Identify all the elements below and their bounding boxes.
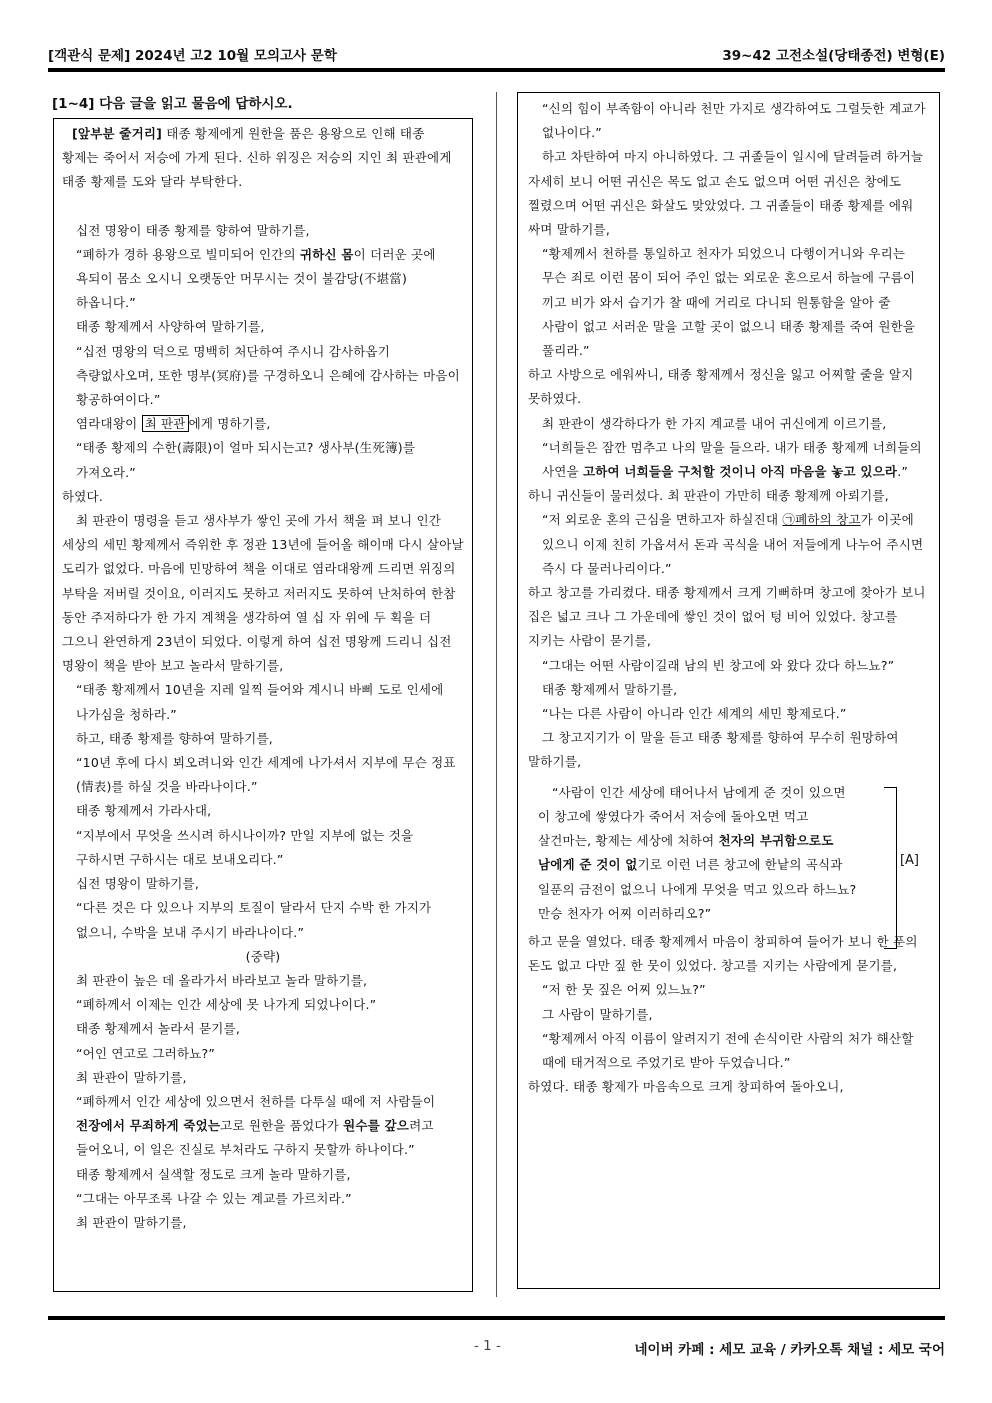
passage-line: 하고, 태종 황제를 향하여 말하기를, <box>76 730 273 746</box>
boxed-phrase: 최 판관 <box>142 415 189 432</box>
underlined-phrase: ㉠폐하의 창고 <box>782 512 861 528</box>
left-passage-box <box>53 118 473 1292</box>
dialogue-line: “지부에서 무엇을 쓰시려 하시나이까? 만일 지부에 없는 것을 구하시면 구하시는 대로 보내오리다.” <box>76 827 414 867</box>
page-footer <box>48 1336 945 1360</box>
passage-line: 십전 명왕이 태종 황제를 향하여 말하기를, <box>76 222 310 238</box>
text-span: “사람이 인간 세상에 태어나서 남에게 준 것이 있으면 이 창고에 쌓였다가 죽어서 저승에 돌아오면 먹고 살건마는, 황제는 세상에 처하여 <box>538 784 846 849</box>
bold-phrase: 천자의 부귀함으로도 남에게 준 것이 없 <box>538 833 834 873</box>
text-span: “폐하가 경하 용왕으로 빌미되어 인간의 <box>76 246 300 262</box>
dialogue-line <box>62 1090 464 1163</box>
passage-paragraph: 하고 사방으로 에워싸니, 태종 황제께서 정신을 잃고 어찌할 줄을 알지 못하였다. <box>528 367 914 407</box>
dialogue-line <box>528 508 929 581</box>
bracket-a-passage <box>528 781 929 926</box>
omission-marker: (중략) <box>245 948 281 964</box>
passage-paragraph: 하였다. 태종 황제가 마음속으로 크게 창피하여 돌아오니, <box>528 1079 844 1095</box>
dialogue-line: “그대는 어떤 사람이길래 남의 빈 창고에 와 왔다 갔다 하느뇨?” <box>542 657 895 673</box>
passage-line: 최 판관이 말하기를, <box>76 1069 187 1085</box>
dialogue-line: “저 한 뭇 짚은 어찌 있느뇨?” <box>542 982 706 998</box>
passage-line: 그 사람이 말하기를, <box>542 1006 653 1022</box>
right-passage-box <box>517 92 940 1289</box>
bracket-a-text <box>528 781 857 926</box>
section-title: 39~42 고전소설(당태종전) 변형(E) <box>722 48 945 64</box>
bracket-a-label: [A] <box>899 852 919 868</box>
passage-line: 하였다. <box>62 488 103 504</box>
dialogue-line: “다른 것은 다 있으나 지부의 토질이 달라서 단지 수박 한 가지가 없으니, 수박을 보내 주시기 바라나이다.” <box>76 900 432 940</box>
passage-line: 태종 황제께서 말하기를, <box>542 681 678 697</box>
bold-phrase: 고하여 너희들을 구처할 것이니 아직 마음을 놓고 있으라 <box>583 464 898 480</box>
passage-line: 태종 황제께서 가라사대, <box>76 803 212 819</box>
page-header <box>48 42 945 66</box>
dialogue-line: “어인 연고로 그러하뇨?” <box>76 1045 216 1061</box>
passage-paragraph: 하고 차탄하여 마지 아니하였다. 그 귀졸들이 일시에 달려들려 하거늘 자세히 보니 어떤 귀신은 목도 없고 손도 없으며 어떤 귀신은 창에도 찔렸으며 어떤 귀신은 화살도 맞았었다. 그 귀졸들이 태종 황제를 에워 싸며 말하기를, <box>528 149 924 238</box>
passage-line: 최 판관이 말하기를, <box>76 1214 187 1230</box>
page-number: - 1 - <box>474 1338 501 1354</box>
text-span: 려고 들어오니, 이 일은 진실로 부처라도 구하지 못할까 하나이다.” <box>76 1118 434 1158</box>
spacer <box>62 195 464 219</box>
passage-line: 최 판관이 생각하다가 한 가지 계교를 내어 귀신에게 이르기를, <box>542 415 887 431</box>
text-span: 이 더러운 곳에 욕되이 몸소 오시니 오랫동안 머무시는 것이 불감당(不堪當)하옵니다.” <box>76 246 436 311</box>
dialogue-line: “십전 명왕의 덕으로 명백히 처단하여 주시니 감사하옵기 측량없사오며, 또한 명부(冥府)를 구경하오니 은혜에 감사하는 마음이 황공하여이다.” <box>76 343 460 408</box>
passage-paragraph: 하고 창고를 가리켰다. 태종 황제께서 크게 기뻐하며 창고에 찾아가 보니 집은 넓고 크나 그 가운데에 쌓인 것이 없어 텅 비어 있었다. 창고를 지키는 사람이 묻기를, <box>528 585 926 649</box>
bold-phrase: 전장에서 무죄하게 죽었는 <box>76 1118 221 1134</box>
passage-line: 태종 황제께서 사양하여 말하기를, <box>76 319 265 335</box>
dialogue-line: “황제께서 아직 이름이 알려지기 전에 손식이란 사람의 처가 해산할 때에 태거적으로 주었기로 받아 두었습니다.” <box>542 1030 914 1070</box>
passage-paragraph: 최 판관이 명령을 듣고 생사부가 쌓인 곳에 가서 책을 펴 보니 인간 세상의 세민 황제께서 즉위한 후 정관 13년에 들어올 해이매 다시 살아날 도리가 없었다. 마음에 민망하여 책을 이대로 염라대왕께 드리면 위징의 부탁을 저버릴 것이요, 이러지도 못하고 저러지도 못하여 난처하여 한참 동안 주저하다가 한 가지 계책을 생각하여 열 십 자 위에 두 획을 더 그으니 완연하게 23년이 되었다. 이렇게 하여 십전 명왕께 드리니 십전 명왕이 책을 받아 보고 놀라서 말하기를, <box>62 513 464 674</box>
passage-line: 태종 황제께서 실색할 정도로 크게 놀라 말하기를, <box>76 1166 351 1182</box>
passage-paragraph: 그 창고지기가 이 말을 듣고 태종 황제를 향하여 무수히 원망하여 말하기를, <box>528 730 899 770</box>
text-span: “너희들은 잠깐 멈추고 나의 말을 들으라. 내가 태종 황제께 너희들의 사연을 <box>542 439 922 480</box>
text-span: 기로 이런 너른 창고에 한낱의 곡식과 일푼의 금전이 없으니 나에게 무엇을 먹고 있으라 하느뇨? 만승 천자가 어찌 이러하리오?” <box>538 857 857 921</box>
summary-label: [앞부분 줄거리] <box>72 126 163 141</box>
column-divider <box>496 92 497 1297</box>
exam-title: [객관식 문제] 2024년 고2 10월 모의고사 문학 <box>48 48 337 64</box>
text-span: 에게 명하기를, <box>188 416 271 432</box>
dialogue-line: “나는 다른 사람이 아니라 인간 세계의 세민 황제로다.” <box>542 706 847 722</box>
dialogue-line: “10년 후에 다시 뵈오려니와 인간 세계에 나가셔서 지부에 무슨 정표(情表)를 하실 것을 바라나이다.” <box>76 755 456 795</box>
text-span: 염라대왕이 <box>76 416 142 432</box>
text-span: 고로 원한을 품었다가 <box>220 1118 344 1134</box>
passage-line: 태종 황제께서 놀라서 묻기를, <box>76 1021 240 1037</box>
summary-text: 태종 황제에게 원한을 품은 용왕으로 인해 태종 황제는 죽어서 저승에 가게 된다. 신하 위징은 저승의 지인 최 판관에게 태종 황제를 도와 달라 부탁한다. <box>62 126 452 190</box>
passage-line: 최 판관이 높은 데 올라가서 바라보고 놀라 말하기를, <box>76 972 368 988</box>
text-span: “폐하께서 인간 세상에 있으면서 천하를 다투실 때에 저 사람들이 <box>76 1093 436 1109</box>
text-span: “저 외로운 혼의 근심을 면하고자 하실진대 <box>542 512 783 528</box>
text-span: 가 이곳에 있으니 이제 친히 가옵셔서 돈과 곡식을 내어 저들에게 나누어 주시면 즉시 다 물러나리이다.” <box>542 512 924 576</box>
dialogue-line: “신의 힘이 부족함이 아니라 천만 가지로 생각하여도 그럴듯한 계교가 없나이다.” <box>542 101 926 141</box>
dialogue-line: “황제께서 천하를 통일하고 천자가 되었으니 다행이거니와 우리는 무슨 죄로 이런 몸이 되어 주인 없는 외로운 혼으로서 하늘에 구름이 끼고 비가 와서 습기가 찰 때에 거리로 다니되 원통함을 알아 줄 사람이 없고 서러운 말을 고할 곳이 없으니 태종 황제를 죽여 원한을 풀리라.” <box>542 246 916 359</box>
question-instruction: [1~4] 다음 글을 읽고 물음에 답하시오. <box>52 96 293 112</box>
bold-phrase: 귀하신 몸 <box>299 246 354 262</box>
dialogue-line <box>528 436 929 484</box>
passage-line: 십전 명왕이 말하기를, <box>76 876 199 892</box>
dialogue-line: “그대는 아무조록 나갈 수 있는 계교를 가르치라.” <box>76 1190 352 1206</box>
passage-paragraph: 하니 귀신들이 물러섰다. 최 판관이 가만히 태종 황제께 아뢰기를, <box>528 488 889 504</box>
bold-phrase: 원수를 갚으 <box>343 1118 410 1134</box>
bracket-line <box>884 787 897 949</box>
passage-paragraph: 하고 문을 열었다. 태종 황제께서 마음이 창피하여 들어가 보니 한 푼의 돈도 없고 다만 짚 한 뭇이 있었다. 창고를 지키는 사람에게 묻기를, <box>528 933 918 974</box>
dialogue-line: “폐하께서 이제는 인간 세상에 못 나가게 되었나이다.” <box>76 997 377 1013</box>
summary-paragraph <box>62 122 464 195</box>
text-span: .” <box>897 464 909 480</box>
footer-rule <box>48 1316 945 1320</box>
passage-line <box>62 412 464 436</box>
header-rule <box>48 68 945 72</box>
footer-credit: 네이버 카페 : 세모 교육 / 카카오톡 채널 : 세모 국어 <box>634 1342 945 1358</box>
dialogue-line: “태종 황제께서 10년을 지레 일찍 들어와 계시니 바삐 도로 인세에 나가심을 청하라.” <box>76 682 444 722</box>
dialogue-line <box>62 243 464 316</box>
dialogue-line: “태종 황제의 수한(壽限)이 얼마 되시는고? 생사부(生死簿)를 가져오라.” <box>76 440 416 480</box>
